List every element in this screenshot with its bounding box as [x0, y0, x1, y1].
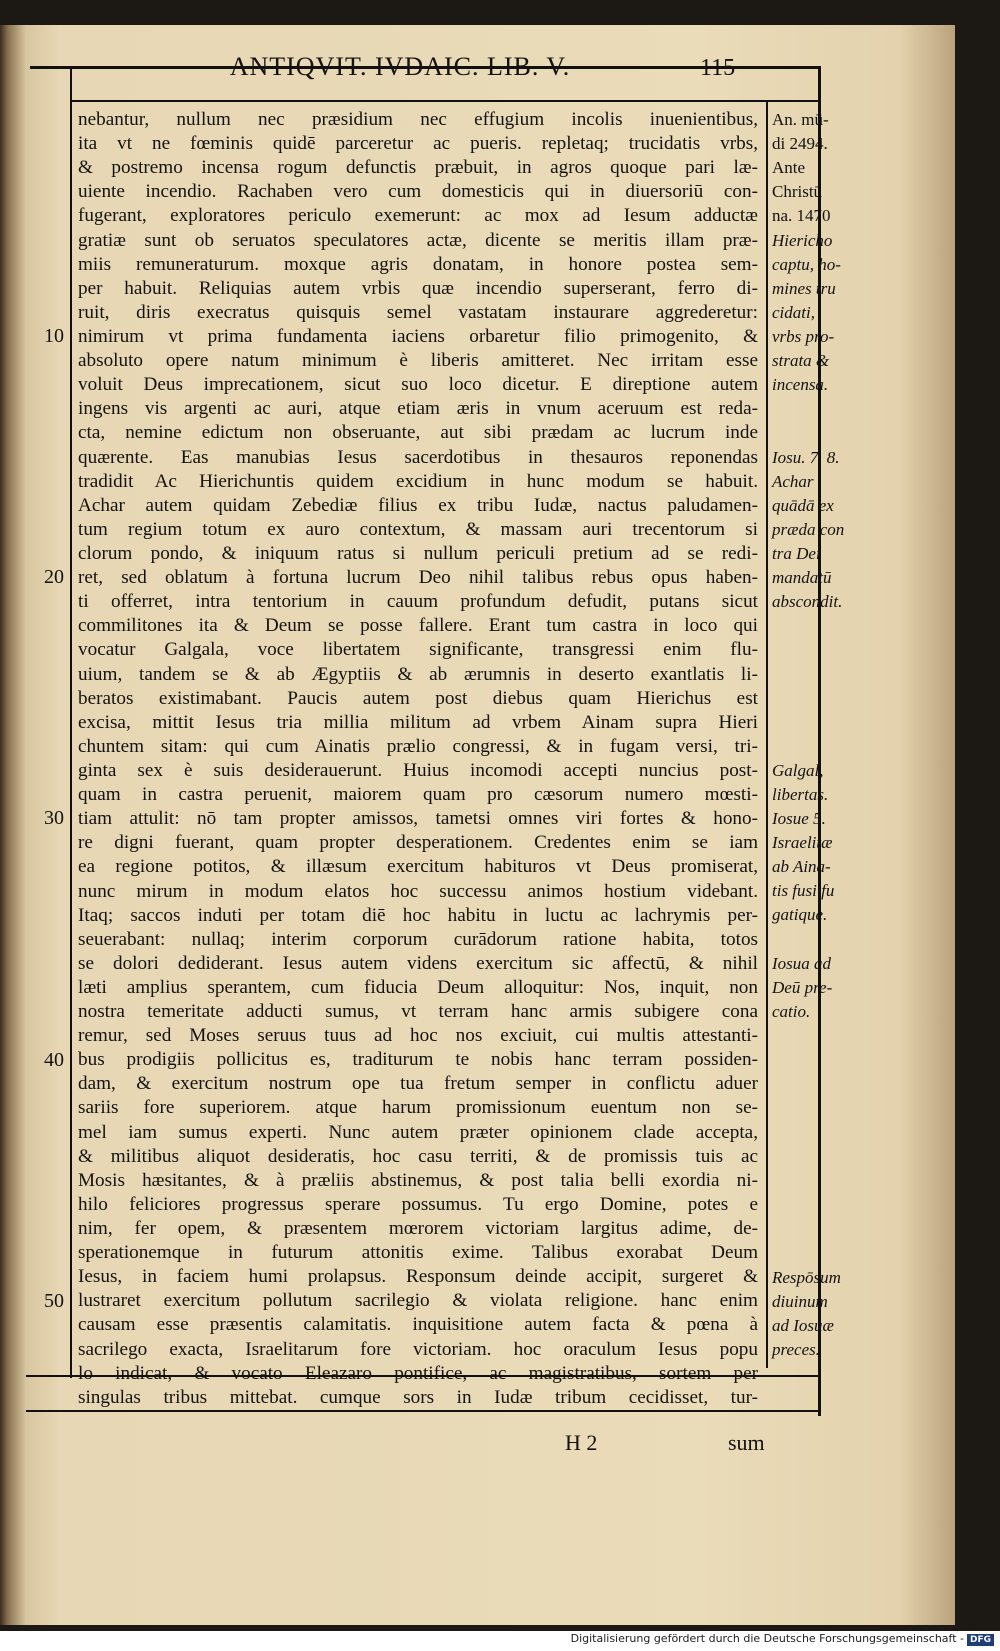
- text-line: nim, fer opem, & præsentem mœrorem victoriam largitus adime, de-: [78, 1218, 758, 1240]
- text-line: ti offerret, intra tentorium in cauum profundum defudit, putans sicut: [78, 591, 758, 613]
- text-line: Iesus, in faciem humi prolapsus. Responsum deinde accipit, surgeret &: [78, 1266, 758, 1288]
- marginal-note-line: ad Iosuæ: [772, 1315, 834, 1335]
- marginal-note: [772, 108, 862, 228]
- marginal-note-line: di 2494.: [772, 134, 828, 153]
- text-line: seuerabant: nullaq; interim corporum curādorum ratione habita, totos: [78, 928, 758, 950]
- marginal-note-line: Respōsum: [772, 1267, 841, 1287]
- marginal-note: [772, 1266, 862, 1362]
- text-line: ingens vis argenti ac auri, atque etiam æris in vnum aceruum est reda-: [78, 398, 758, 420]
- marginal-note: [772, 470, 862, 614]
- line-number: 20: [44, 566, 64, 589]
- text-line: nunc mirum in modum elatos hoc successu animos hostium videbant.: [78, 880, 758, 902]
- line-number: 10: [44, 325, 64, 348]
- text-line: commilitones ita & Deum se posse fallere. Erant tum castra in loco qui: [78, 615, 758, 637]
- text-line: nimirum vt prima fundamenta iaciens orbaretur filio primogenito, &: [78, 325, 758, 347]
- text-line: nostra temeritate adducti sumus, vt terram hanc armis subigere cona: [78, 1001, 758, 1023]
- line-number: 30: [44, 807, 64, 830]
- signature-mark: H 2: [565, 1430, 598, 1455]
- marginal-note-line: Iosu. 7. 8.: [772, 447, 840, 467]
- marginal-note-line: gatique.: [772, 905, 828, 925]
- marginal-note-line: Galgal,: [772, 761, 824, 781]
- marginal-note-line: tra Dei: [772, 543, 821, 563]
- running-title: ANTIQVIT. IVDAIC. LIB. V.: [229, 52, 571, 81]
- marginal-note-line: Hiericho: [772, 230, 833, 250]
- marginal-note-line: catio.: [772, 1002, 811, 1022]
- text-line: nebantur, nullum nec præsidium nec effugium incolis inuenientibus,: [78, 109, 758, 130]
- line-number: 40: [44, 1048, 64, 1071]
- marginal-note-line: libertas.: [772, 785, 829, 805]
- text-line: uiente incendio. Rachaben vero cum domesticis qui in diuersoriū con-: [78, 181, 758, 203]
- text-line: absoluto opere natum minimum è liberis amitteret. Nec irritam esse: [78, 350, 758, 372]
- marginal-note-line: abscondit.: [772, 591, 843, 611]
- text-line: quærente. Eas manubias Iesus sacerdotibus in thesauros reponendas: [78, 446, 758, 468]
- text-line: voluit Deus imprecationem, sicut suo loco dicetur. E direptione autem: [78, 374, 758, 396]
- line-number: 50: [44, 1289, 64, 1312]
- text-line: fugerant, exploratores periculo exemerunt: ac mox ad Iesum adductæ: [78, 205, 758, 227]
- text-line: cta, nemine edictum non obseruante, aut sibi prædam ac lucrum inde: [78, 422, 758, 444]
- text-line: mel iam sumus experti. Nunc autem præter opinionem clade accepta,: [78, 1121, 758, 1143]
- text-line: sariis fore superiorem. atque harum promissionum euentum non se-: [78, 1097, 758, 1119]
- text-line: lustraret exercitum pollutum sacrilegio & violata religione. hanc enim: [78, 1290, 758, 1312]
- marginal-note-line: captu, ho-: [772, 254, 841, 274]
- text-line: per habuit. Reliquias autem vrbis quæ incendio superserant, ferro di-: [78, 277, 758, 299]
- text-line: chuntem sitam: qui cum Ainatis prælio congressi, & in fugam versi, tri-: [78, 735, 758, 757]
- text-line: ea regione potitos, & illæsum exercitum habituros vt Deus promiserat,: [78, 856, 758, 878]
- text-line: ret, sed oblatum à fortuna lucrum Deo nihil talibus rebus opus haben-: [78, 567, 758, 589]
- marginal-note-line: Iosue 5.: [772, 809, 826, 829]
- text-line: uium, tandem se & ab Ægyptiis & ab ærumnis in deserto exantlatis li-: [78, 663, 758, 685]
- marginal-note-line: preces.: [772, 1339, 820, 1359]
- marginal-note: [772, 759, 862, 927]
- catchword: sum: [728, 1430, 765, 1455]
- marginal-note-line: præda con: [772, 519, 845, 539]
- text-line: lo indicat, & vocato Eleazaro pontifice, ac magistratibus, sortem per: [78, 1362, 758, 1384]
- digitization-footer: [0, 1631, 1000, 1651]
- text-line: miis remuneraturum. moxque agris donatam, in honore postea sem-: [78, 253, 758, 275]
- marginal-note-line: An. mū-: [772, 110, 829, 129]
- marginal-note-line: incensa.: [772, 374, 829, 394]
- text-line: ginta sex è suis desiderauerunt. Huius incomodi accepti nuncius post-: [78, 759, 758, 781]
- text-line: excisa, mittit Iesus tria millia militum ad vrbem Ainam supra Hieri: [78, 711, 758, 733]
- text-line: Itaq; saccos induti per totam diē hoc habitu in luctu ac lachrymis per-: [78, 904, 758, 926]
- text-line: dam, & exercitum nostrum ope tua fretum semper in conflictu aduer: [78, 1073, 758, 1095]
- main-text-block: [78, 108, 758, 1410]
- text-line: gratiæ sunt ob seruatos speculatores actæ, dicente se meritis illam præ-: [78, 229, 758, 251]
- marginal-note-line: tis fusi fu: [772, 881, 835, 901]
- marginal-note: [772, 446, 862, 470]
- marginal-note-line: Ante: [772, 158, 806, 177]
- marginal-note-line: vrbs pro-: [772, 326, 835, 346]
- marginal-note-line: ab Aina-: [772, 857, 831, 877]
- text-line: vocatur Galgala, voce libertatem significante, transgressi enim flu-: [78, 639, 758, 661]
- margin-divider-rule: [766, 100, 768, 1368]
- marginal-note-line: diuinum: [772, 1291, 828, 1311]
- dfg-logo: DFG: [967, 1634, 994, 1646]
- text-line: hilo feliciores progressus sperare possumus. Tu ergo Domine, potes e: [78, 1193, 758, 1215]
- text-line: & militibus aliquot desideratis, hoc casu territi, & de promissis tuis ac: [78, 1145, 758, 1167]
- marginal-note: [772, 229, 862, 397]
- marginal-note-line: Deū pre-: [772, 978, 833, 998]
- marginal-note-line: Israelitæ: [772, 833, 833, 853]
- text-line: Achar autem quidam Zebediæ filius ex tribu Iudæ, nactus paludamen-: [78, 494, 758, 516]
- text-line: sacrilego exacta, Israelitarum fore victoriam. hoc oraculum Iesus popu: [78, 1338, 758, 1360]
- folio-number: 115: [700, 55, 736, 81]
- text-line: sperationemque in futurum attonitis exime. Talibus exorabat Deum: [78, 1242, 758, 1264]
- marginal-note-line: quādā ex: [772, 495, 834, 515]
- text-line: causam esse præsentis calamitatis. inquisitione autem facta & pœna à: [78, 1314, 758, 1336]
- text-line: læti amplius sperantem, cum fiducia Deum alloquitur: Nos, inquit, non: [78, 976, 758, 998]
- text-line: se dolori dediderant. Iesus autem videns exercitum sic affectū, & nihil: [78, 952, 758, 974]
- marginal-note-line: na. 1470: [772, 206, 831, 225]
- text-line: remur, sed Moses seruus tuus ad hoc nos exciuit, cui multis attestanti-: [78, 1025, 758, 1047]
- text-line: singulas tribus mittebat. cumque sors in Iudæ tribum cecidisset, tur-: [78, 1386, 758, 1408]
- text-line: Mosis hæsitantes, & à præliis abstinemus, & post talia belli exordia ni-: [78, 1169, 758, 1191]
- text-line: tradidit Ac Hierichuntis quidem excidium in hunc modum se habuit.: [78, 470, 758, 492]
- text-line: beratos existimabant. Paucis autem post diebus quam Hierichus est: [78, 687, 758, 709]
- text-line: clorum pondo, & iniquum ratus si nullum periculi pretium ad se redi-: [78, 542, 758, 564]
- text-line: tum regium totum ex auro contextum, & massam auri trecentorum si: [78, 518, 758, 540]
- marginal-note-line: strata &: [772, 350, 830, 370]
- marginal-note: [772, 952, 862, 1024]
- text-line: quam in castra peruenit, maiorem quam pro cæsorum numero mœsti-: [78, 784, 758, 806]
- text-line: tiam attulit: nō tam propter amissos, tametsi omnes viri fortes & hono-: [78, 808, 758, 830]
- text-line: ita vt ne fœminis quidē parceretur ac pueris. repletaq; trucidatis vrbs,: [78, 133, 758, 155]
- marginal-note-line: Christū: [772, 182, 823, 201]
- marginal-note-line: Iosua ad: [772, 954, 832, 974]
- text-left-rule: [70, 68, 72, 1378]
- marginal-note-line: mandatū: [772, 567, 832, 587]
- bottom-rule-2: [26, 1410, 821, 1412]
- text-line: bus prodigiis pollicitus es, traditurum te nobis hanc terram possiden-: [78, 1049, 758, 1071]
- marginal-note-line: cidati,: [772, 302, 815, 322]
- text-line: & postremo incensa rogum defunctis præbuit, in agros quoque pari læ-: [78, 157, 758, 179]
- marginal-note-line: mines tru: [772, 278, 836, 298]
- header-rule: [72, 100, 820, 102]
- footer-text: Digitalisierung gefördert durch die Deutsche Forschungsgemeinschaft -: [570, 1632, 964, 1645]
- text-line: ruit, diris execratus quisquis semel vastatam instaurare aggrederetur:: [78, 301, 758, 323]
- marginal-note-line: Achar: [772, 471, 814, 491]
- text-line: re digni fuerant, quam propter desperationem. Credentes enim se iam: [78, 832, 758, 854]
